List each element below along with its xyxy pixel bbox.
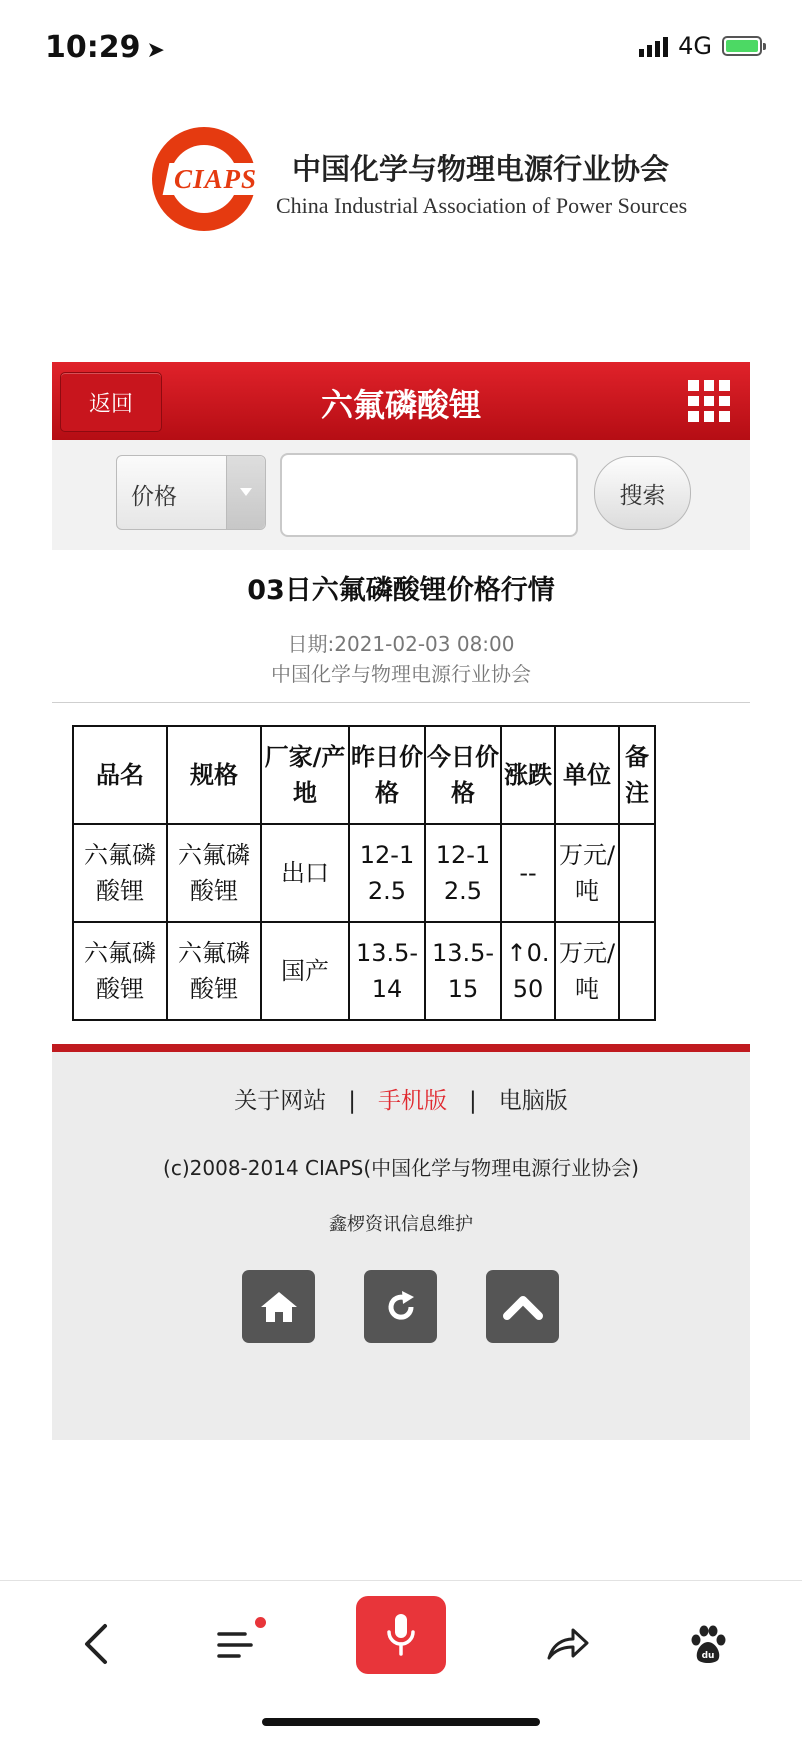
col-product: 品名 [73,726,167,824]
search-bar [52,440,750,550]
link-separator: | [469,1088,477,1114]
cell-manufacturer: 国产 [261,922,349,1020]
cell-yesterday-price: 12-12.5 [349,824,425,922]
col-change: 涨跌 [501,726,555,824]
article-title: 03日六氟磷酸锂价格行情 [247,575,555,606]
cell-spec: 六氟磷酸锂 [167,922,261,1020]
site-footer [52,1044,750,1440]
browser-menu-button[interactable] [196,1609,276,1679]
search-button[interactable]: 搜索 [594,456,691,530]
home-button[interactable] [242,1270,315,1343]
battery-icon [722,36,762,56]
grid-menu-icon[interactable] [688,380,730,422]
category-select[interactable] [116,455,266,530]
refresh-button[interactable] [364,1270,437,1343]
back-icon [81,1622,111,1666]
table-row [73,824,655,922]
category-select-value: 价格 [131,484,177,510]
cell-remark [619,824,655,922]
svg-text:du: du [701,1651,715,1661]
title-bar [52,362,750,440]
col-spec: 规格 [167,726,261,824]
cell-product: 六氟磷酸锂 [73,824,167,922]
link-about[interactable]: 关于网站 [234,1088,327,1114]
table-header-row [73,726,655,824]
home-icon [259,1289,299,1325]
browser-back-button[interactable] [56,1609,136,1679]
search-input[interactable] [280,453,578,537]
ciaps-logo-icon: CIAPS [152,127,256,231]
article-date: 日期:2021-02-03 08:00 [287,632,515,656]
col-manufacturer: 厂家/产地 [261,726,349,824]
col-today-price: 今日价格 [425,726,501,824]
baidu-home-button[interactable] [668,1609,748,1679]
col-unit: 单位 [555,726,619,824]
table-row [73,922,655,1020]
cell-unit: 万元/吨 [555,824,619,922]
cell-today-price: 12-12.5 [425,824,501,922]
status-bar [0,0,802,100]
scroll-top-button[interactable] [486,1270,559,1343]
voice-search-button[interactable] [356,1596,446,1674]
home-indicator [262,1718,540,1726]
page-title: 六氟磷酸锂 [320,386,481,424]
cell-unit: 万元/吨 [555,922,619,1020]
network-type: 4G [678,32,712,60]
baidu-paw-icon [686,1622,730,1666]
link-desktop-version[interactable]: 电脑版 [498,1088,568,1114]
refresh-icon [381,1287,421,1327]
microphone-icon [384,1612,418,1658]
dropdown-arrow-icon [226,456,265,529]
link-mobile-version[interactable]: 手机版 [378,1088,447,1114]
notification-dot [255,1617,266,1628]
footer-links [52,1082,750,1115]
cell-today-price: 13.5-15 [425,922,501,1020]
divider [52,702,750,703]
org-name-en: China Industrial Association of Power Sources [276,193,688,218]
signal-icon [639,35,668,57]
col-yesterday-price: 昨日价格 [349,726,425,824]
menu-icon [215,1626,257,1662]
org-name-cn: 中国化学与物理电源行业协会 [292,152,670,186]
cell-product: 六氟磷酸锂 [73,922,167,1020]
col-remark: 备注 [619,726,655,824]
location-arrow-icon: ➤ [146,38,165,63]
scroll-top-icon [501,1292,545,1322]
price-table [72,725,656,1021]
back-button[interactable]: 返回 [60,372,162,432]
status-indicators [639,32,762,60]
share-button[interactable] [528,1609,608,1679]
browser-toolbar [0,1580,802,1741]
cell-change: ↑0.50 [501,922,555,1020]
cell-manufacturer: 出口 [261,824,349,922]
link-separator: | [348,1088,356,1114]
cell-yesterday-price: 13.5-14 [349,922,425,1020]
cell-spec: 六氟磷酸锂 [167,824,261,922]
copyright: (c)2008-2014 CIAPS(中国化学与物理电源行业协会) [163,1156,639,1180]
share-icon [545,1624,591,1664]
maintainer-note: 鑫椤资讯信息维护 [329,1214,473,1235]
cell-change: -- [501,824,555,922]
site-logo[interactable] [152,125,688,235]
article-source: 中国化学与物理电源行业协会 [271,662,531,686]
status-time: 10:29 ➤ [45,30,165,65]
cell-remark [619,922,655,1020]
